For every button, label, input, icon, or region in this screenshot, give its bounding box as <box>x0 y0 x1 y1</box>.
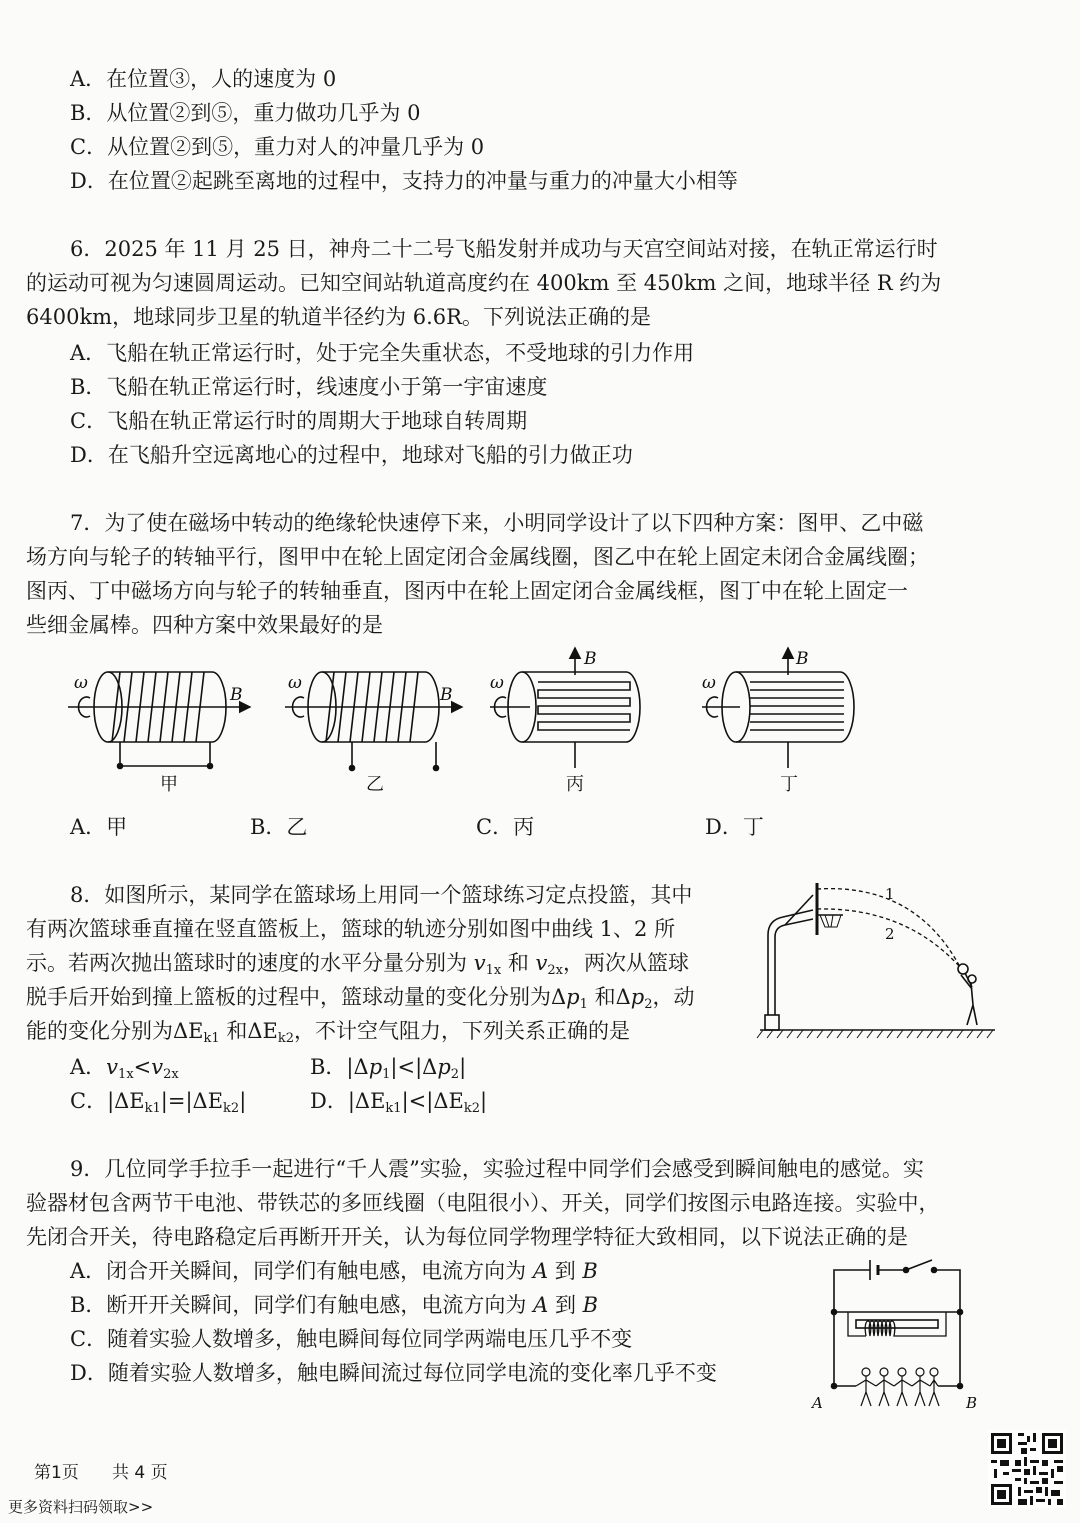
fig-yi-coil-wheel <box>285 672 462 771</box>
more-resources-text: 更多资料扫码领取>> <box>8 1498 154 1516</box>
q7-option-d: D．丁 <box>705 815 764 839</box>
node-a-label: A <box>812 1394 823 1412</box>
q6-stem-line-3: 6400km，地球同步卫星的轨道半径约为 6.6R。下列说法正确的是 <box>26 305 651 329</box>
qr-code-icon[interactable] <box>988 1430 1066 1508</box>
b-label: B <box>796 649 809 669</box>
fig-ding-rod-wheel <box>702 648 854 768</box>
q5-option-c: C．从位置②到⑤，重力对人的冲量几乎为 0 <box>70 135 485 159</box>
q6-option-b: B．飞船在轨正常运行时，线速度小于第一宇宙速度 <box>70 375 548 399</box>
q7-option-a: A．甲 <box>70 815 128 839</box>
q9-stem-line-3: 先闭合开关，待电路稳定后再断开开关，认为每位同学物理学特征大致相同，以下说法正确的是 <box>26 1225 908 1249</box>
curve-1-label: 1 <box>885 885 895 903</box>
q8-option-b: B．$|\Delta p_1|<|\Delta p_2|$ <box>310 1055 467 1082</box>
omega-label: ω <box>74 673 88 693</box>
q7-wheel-figures <box>60 640 960 810</box>
q9-option-b: B．断开开关瞬间，同学们有触电感，电流方向为 A 到 B <box>70 1293 599 1317</box>
omega-label: ω <box>288 673 302 693</box>
fig-bing-frame-wheel <box>490 648 640 768</box>
q8-option-d: D．$|\Delta E_{k1}|<|\Delta E_{k2}|$ <box>310 1089 488 1116</box>
q9-stem-line-1: 9．几位同学手拉手一起进行“千人震”实验，实验过程中同学们会感受到瞬间触电的感觉。实 <box>70 1157 924 1181</box>
fig-jia-coil-wheel <box>68 672 250 769</box>
b-label: B <box>584 649 597 669</box>
caption-jia: 甲 <box>160 774 178 795</box>
q5-option-d: D．在位置②起跳至离地的过程中，支持力的冲量与重力的冲量大小相等 <box>70 169 738 193</box>
q8-stem-line-5: 能的变化分别为$\Delta E_{k1}$ 和$\Delta E_{k2}$，不计空气阻力，下列关系正确的是 <box>26 1019 630 1046</box>
curve-2-label: 2 <box>885 925 895 943</box>
q5-option-a: A．在位置③，人的速度为 0 <box>70 67 337 91</box>
b-label: B <box>440 685 453 705</box>
q9-circuit-figure <box>808 1258 988 1418</box>
caption-ding: 丁 <box>780 774 798 795</box>
page-total: 共 4 页 <box>112 1463 168 1483</box>
q8-stem-line-4: 脱手后开始到撞上篮板的过程中，篮球动量的变化分别为$\Delta p_1$ 和$\Delta p_2$，动 <box>26 985 695 1012</box>
omega-label: ω <box>490 673 504 693</box>
q6-option-c: C．飞船在轨正常运行时的周期大于地球自转周期 <box>70 409 528 433</box>
q8-stem-line-2: 有两次篮球垂直撞在竖直篮板上，篮球的轨迹分别如图中曲线 1、2 所 <box>26 917 676 941</box>
q6-stem-line-1: 6．2025 年 11 月 25 日，神舟二十二号飞船发射并成功与天宫空间站对接，在轨正常运行时 <box>70 237 938 261</box>
q7-option-c: C．丙 <box>476 815 535 839</box>
caption-yi: 乙 <box>366 774 384 795</box>
q7-stem-line-1: 7．为了使在磁场中转动的绝缘轮快速停下来，小明同学设计了以下四种方案：图甲、乙中磁 <box>70 511 924 535</box>
q7-stem-line-2: 场方向与轮子的转轴平行，图甲中在轮上固定闭合金属线圈，图乙中在轮上固定未闭合金属线圈； <box>26 545 929 569</box>
q9-option-d: D．随着实验人数增多，触电瞬间流过每位同学电流的变化率几乎不变 <box>70 1361 717 1385</box>
q9-stem-line-2: 验器材包含两节干电池、带铁芯的多匝线圈（电阻很小）、开关，同学们按图示电路连接。实验中， <box>26 1191 940 1215</box>
caption-bing: 丙 <box>566 774 584 795</box>
q7-stem-line-3: 图丙、丁中磁场方向与轮子的转轴垂直，图丙中在轮上固定闭合金属线框，图丁中在轮上固定一 <box>26 579 908 603</box>
b-label: B <box>230 685 243 705</box>
q7-stem-line-4: 些细金属棒。四种方案中效果最好的是 <box>26 613 383 637</box>
q8-option-a: A．$v_{1x}<v_{2x}$ <box>70 1055 179 1082</box>
q8-basketball-figure <box>755 875 1000 1040</box>
q8-option-c: C．$|\Delta E_{k1}|=|\Delta E_{k2}|$ <box>70 1089 247 1116</box>
q5-option-b: B．从位置②到⑤，重力做功几乎为 0 <box>70 101 421 125</box>
page-number: 第1页 <box>34 1463 79 1483</box>
q6-option-a: A．飞船在轨正常运行时，处于完全失重状态，不受地球的引力作用 <box>70 341 695 365</box>
q9-option-c: C．随着实验人数增多，触电瞬间每位同学两端电压几乎不变 <box>70 1327 633 1351</box>
q9-option-a: A．闭合开关瞬间，同学们有触电感，电流方向为 A 到 B <box>70 1259 598 1283</box>
q6-stem-line-2: 的运动可视为匀速圆周运动。已知空间站轨道高度约在 400km 至 450km 之间，地球半径 R 约为 <box>26 271 942 295</box>
omega-label: ω <box>702 673 716 693</box>
node-b-label: B <box>966 1394 978 1412</box>
q6-option-d: D．在飞船升空远离地心的过程中，地球对飞船的引力做正功 <box>70 443 633 467</box>
q8-stem-line-3: 示。若两次抛出篮球时的速度的水平分量分别为 $v_{1x}$ 和 $v_{2x}$，两次从篮球 <box>26 951 690 978</box>
q8-stem-line-1: 8．如图所示，某同学在篮球场上用同一个篮球练习定点投篮，其中 <box>70 883 693 907</box>
q7-option-b: B．乙 <box>250 815 308 839</box>
